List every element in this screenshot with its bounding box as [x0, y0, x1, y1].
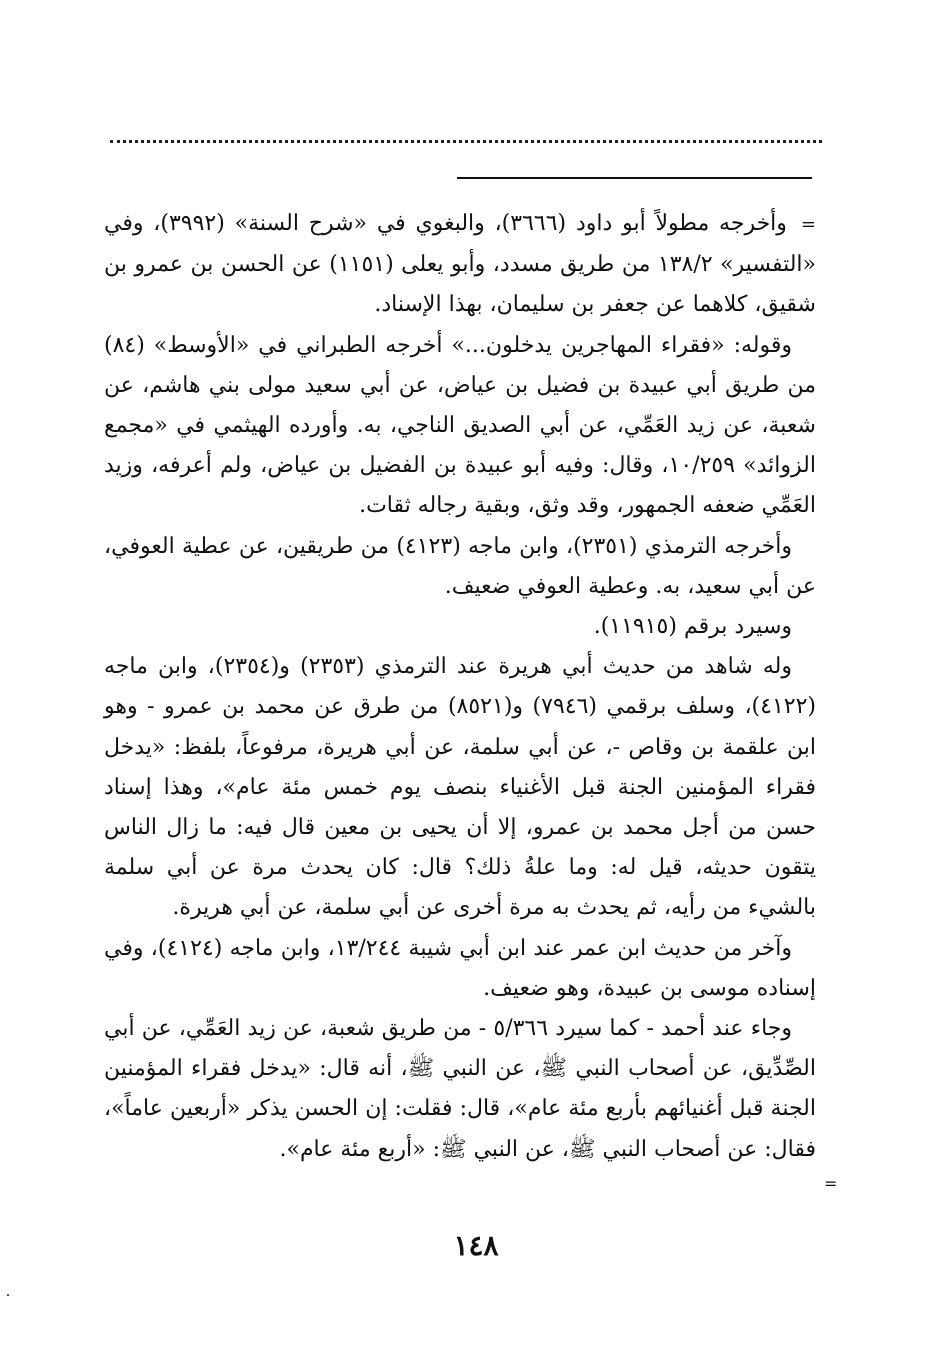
page-number: ١٤٨ [453, 1229, 499, 1262]
footnote-paragraph: وأخرجه الترمذي (٢٣٥١)، وابن ماجه (٤١٢٣) من طريقين، عن عطية العوفي، عن أبي سعيد، به. وعطية العوفي ضعيف. [104, 533, 816, 599]
footnote-paragraph [104, 204, 816, 326]
footnote-body [104, 204, 816, 1170]
footnote-separator-line [457, 177, 812, 179]
scan-speck [7, 1294, 9, 1296]
header-dotted-separator [110, 140, 822, 143]
footnote-paragraph: وقوله: «فقراء المهاجرين يدخلون...» أخرجه الطبراني في «الأوسط» (٨٤) من طريق أبي عبيدة بن فضيل بن عياض، عن أبي سعيد مولى بني هاشم، عن شعبة، عن زيد العَمِّي، عن أبي الصديق الناجي، به. وأورده الهيثمي في «مجمع الزوائد» ١٠/٢٥٩، وقال: وفيه أبو عبيدة بن الفضيل بن عياض، ولم أعرفه، وزيد العَمِّي ضعفه الجمهور، وقد وثق، وبقية رجاله ثقات. [104, 332, 816, 519]
footnote-paragraph: وجاء عند أحمد - كما سيرد ٥/٣٦٦ - من طريق شعبة، عن زيد العَمِّي، عن أبي الصِّدِّيق، عن أصحاب النبي ﷺ، عن النبي ﷺ، أنه قال: «يدخل فقراء المؤمنين الجنة قبل أغنيائهم بأربع مئة عام»، قال: فقلت: إن الحسن يذكر «أربعين عاماً»، فقال: عن أصحاب النبي ﷺ، عن النبي ﷺ: «أربع مئة عام». [104, 1016, 816, 1162]
paragraph-text: وأخرجه مطولاً أبو داود (٣٦٦٦)، والبغوي في «شرح السنة» (٣٩٩٢)، وفي «التفسير» ١٣٨/٢ من طريق مسدد، وأبو يعلى (١١٥١) عن الحسن بن عمرو بن شقيق، كلاهما عن جعفر بن سليمان، بهذا الإسناد. [104, 211, 816, 318]
footnote-paragraph: وآخر من حديث ابن عمر عند ابن أبي شيبة ١٣/٢٤٤، وابن ماجه (٤١٢٤)، وفي إسناده موسى بن عبيدة، وهو ضعيف. [104, 935, 816, 1001]
footnote-paragraph: وله شاهد من حديث أبي هريرة عند الترمذي (٢٣٥٣) و(٢٣٥٤)، وابن ماجه (٤١٢٢)، وسلف برقمي (٧٩٤٦) و(٨٥٢١) من طرق عن محمد بن عمرو - وهو ابن علقمة بن وقاص -، عن أبي سلمة، عن أبي هريرة، مرفوعاً، بلفظ: «يدخل فقراء المؤمنين الجنة قبل الأغنياء بنصف يوم خمس مئة عام»، وهذا إسناد حسن من أجل محمد بن عمرو، إلا أن يحيى بن معين قال فيه: ما زال الناس يتقون حديثه، قيل له: وما علةُ ذلك؟ قال: كان يحدث مرة عن أبي سلمة بالشيء من رأيه، ثم يحدث به مرة أخرى عن أبي سلمة، عن أبي هريرة. [104, 654, 816, 921]
continuation-mark: = [800, 214, 817, 235]
footnote-paragraph: وسيرد برقم (١١٩١٥). [593, 614, 792, 640]
end-continuation-mark: = [824, 1174, 838, 1193]
